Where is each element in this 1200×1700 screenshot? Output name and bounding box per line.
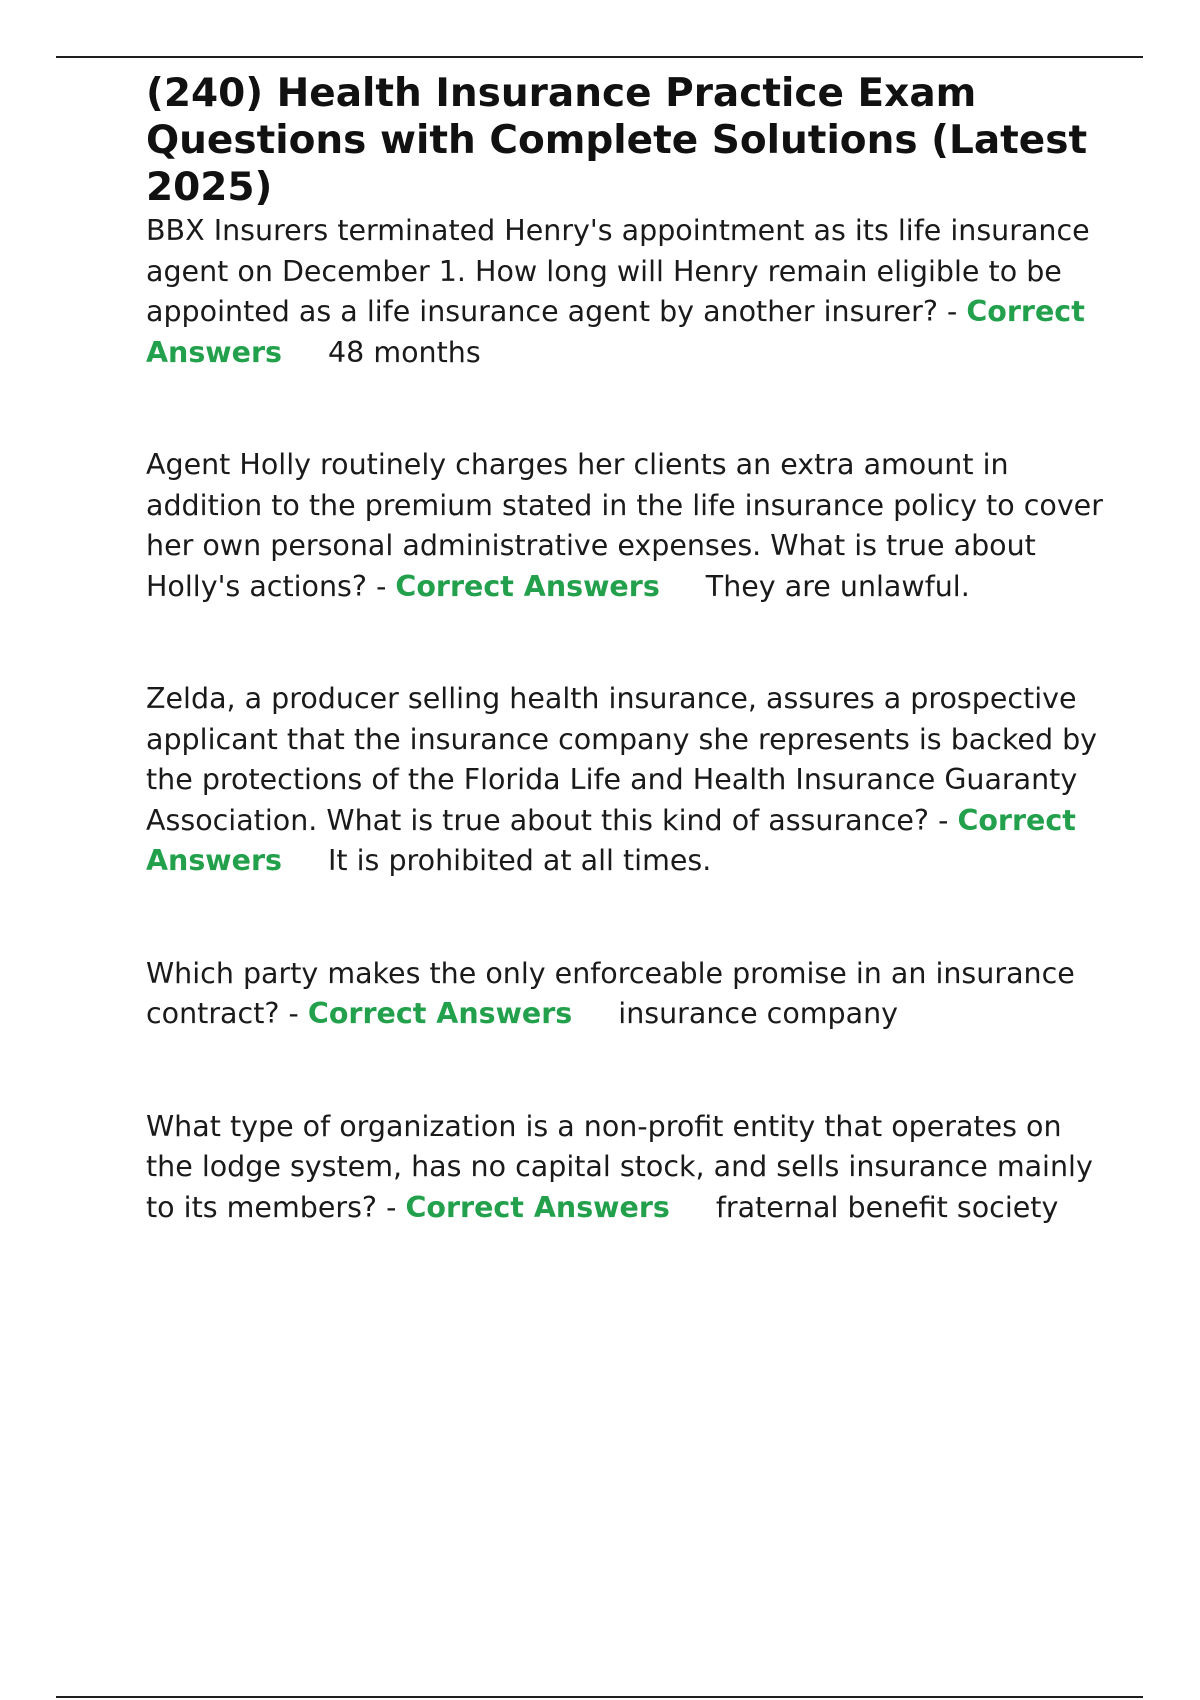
document-title: (240) Health Insurance Practice Exam Questions with Complete Solutions (Latest 2025): [146, 71, 1088, 210]
question-text: BBX Insurers terminated Henry's appointment as its life insurance agent on December 1. How long will Henry remain eligible to be appointed as a life insurance agent by another insurer?: [146, 214, 1090, 328]
bottom-rule: [56, 1696, 1143, 1698]
separator: -: [937, 295, 967, 328]
correct-answers-label: Correct Answers: [395, 569, 660, 603]
separator: -: [929, 803, 958, 837]
question-text: Zelda, a producer selling health insurance, assures a prospective applicant that the insurance company she represents is backed by the protections of the Florida Life and Health Insurance Guaranty Association. What is true about this kind of assurance?: [146, 682, 1098, 837]
question-text: What type of organization is a non-profit entity that operates on the lodge system, has no capital stock, and sells insurance mainly to its members?: [146, 1109, 1093, 1224]
answer-text: It is prohibited at all times.: [328, 844, 712, 877]
question-text: Which party makes the only enforceable promise in an insurance contract?: [146, 956, 1075, 1030]
qa-item: [146, 445, 1106, 607]
top-rule: [56, 56, 1143, 58]
answer-text: 48 months: [328, 335, 481, 369]
answer-text: fraternal benefit society: [715, 1190, 1059, 1224]
document-body: [146, 70, 1106, 1228]
separator: -: [279, 997, 308, 1030]
qa-item: [146, 1107, 1106, 1229]
correct-answers-label: Correct Answers: [146, 295, 1085, 369]
qa-item: [146, 954, 1106, 1035]
separator: -: [377, 1190, 406, 1224]
correct-answers-label: Correct Answers: [146, 803, 1076, 877]
question-text: Agent Holly routinely charges her clients an extra amount in addition to the premium stated in the life insurance policy to cover her own personal administrative expenses. What is true about Holly's actions?: [146, 448, 1103, 603]
separator: -: [367, 569, 396, 603]
answer-text: They are unlawful.: [705, 569, 970, 603]
correct-answers-label: Correct Answers: [405, 1190, 670, 1224]
correct-answers-label: Correct Answers: [307, 997, 573, 1030]
qa-item: [146, 679, 1106, 882]
qa-item: [146, 211, 1106, 373]
answer-text: insurance company: [618, 997, 899, 1030]
